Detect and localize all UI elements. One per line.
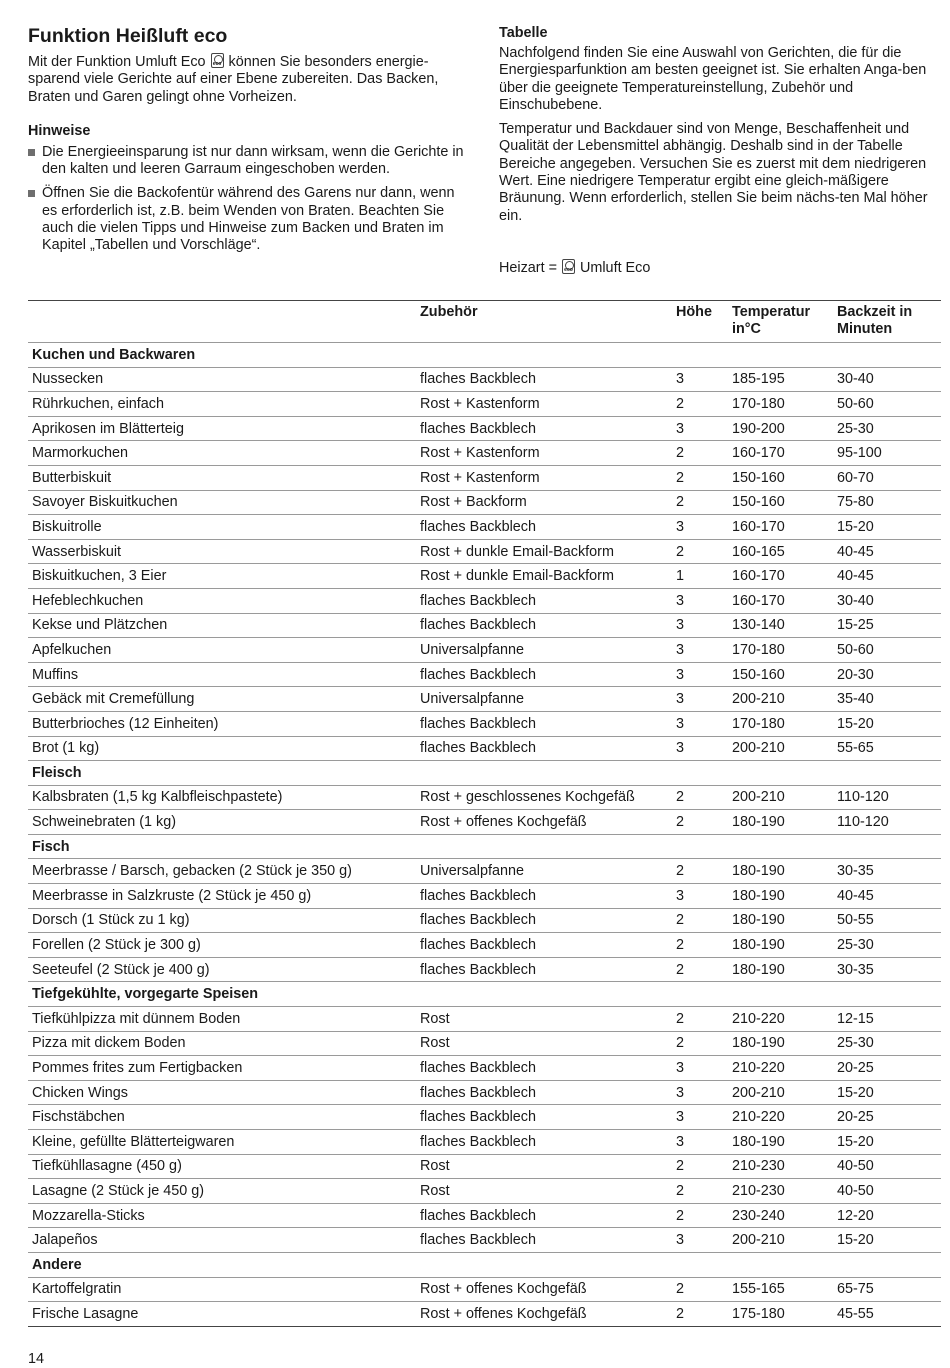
note-item: [28, 185, 470, 254]
dish-cell: Frische Lasagne: [28, 1302, 416, 1327]
dish-cell: Nussecken: [28, 367, 416, 392]
level-cell: 2: [672, 1179, 728, 1204]
temperature-cell: 200-210: [728, 1228, 833, 1253]
eco-icon: [211, 53, 224, 68]
dish-cell: Biskuitrolle: [28, 515, 416, 540]
level-cell: 3: [672, 711, 728, 736]
temperature-cell: 185-195: [728, 367, 833, 392]
accessory-cell: flaches Backblech: [416, 1080, 672, 1105]
accessory-cell: flaches Backblech: [416, 613, 672, 638]
table-row: [28, 539, 941, 564]
table-row: [28, 416, 941, 441]
time-cell: 55-65: [833, 736, 941, 761]
intro-text-before: Mit der Funktion Umluft Eco: [28, 54, 206, 70]
table-row: [28, 785, 941, 810]
time-cell: 60-70: [833, 465, 941, 490]
table-row: [28, 638, 941, 663]
dish-cell: Gebäck mit Cremefüllung: [28, 687, 416, 712]
note-item: [28, 144, 470, 179]
note-text: Öffnen Sie die Backofentür während des Garens nur dann, wenn es erforderlich ist, z.B. beim Wenden von Braten. Beachten Sie auch die vielen Tipps und Hinweise zum Backen und Braten im Kapitel „Tabellen und Vorschläge“.: [42, 185, 455, 254]
header-accessory: Zubehör: [416, 301, 672, 343]
level-cell: 3: [672, 662, 728, 687]
time-cell: 50-55: [833, 908, 941, 933]
time-cell: 12-20: [833, 1203, 941, 1228]
accessory-cell: flaches Backblech: [416, 1228, 672, 1253]
dish-cell: Schweinebraten (1 kg): [28, 810, 416, 835]
dish-cell: Apfelkuchen: [28, 638, 416, 663]
temperature-cell: 210-230: [728, 1179, 833, 1204]
heating-mode-value: Umluft Eco: [579, 260, 651, 276]
accessory-cell: Rost: [416, 1154, 672, 1179]
dish-cell: Pommes frites zum Fertigbacken: [28, 1056, 416, 1081]
time-cell: 20-25: [833, 1056, 941, 1081]
table-row: [28, 711, 941, 736]
temperature-cell: 180-190: [728, 884, 833, 909]
table-note-paragraph: Temperatur und Backdauer sind von Menge, Beschaffenheit und Qualität der Lebensmittel abhängig. Deshalb sind in der Tabelle Bereiche angegeben. Versuchen Sie es zuerst mit dem niedrigeren Wert. Eine niedrigere Temperatur ergibt eine gleich-mäßigere Bräunung. Wenn erforderlich, stellen Sie beim nächs-ten Mal höher ein.: [499, 121, 928, 224]
accessory-cell: Rost + dunkle Email-Backform: [416, 539, 672, 564]
temperature-cell: 210-230: [728, 1154, 833, 1179]
level-cell: 3: [672, 1228, 728, 1253]
temperature-cell: 180-190: [728, 933, 833, 958]
square-bullet-icon: [28, 149, 35, 156]
table-section-heading: Tabelle: [499, 25, 548, 41]
heating-mode-label: Heizart =: [499, 260, 557, 276]
table-row: [28, 859, 941, 884]
time-cell: 65-75: [833, 1277, 941, 1302]
right-column: [499, 24, 943, 225]
time-cell: 15-20: [833, 1130, 941, 1155]
level-cell: 2: [672, 1154, 728, 1179]
dish-cell: Kleine, gefüllte Blätterteigwaren: [28, 1130, 416, 1155]
temperature-cell: 180-190: [728, 1130, 833, 1155]
level-cell: 3: [672, 416, 728, 441]
level-cell: 2: [672, 539, 728, 564]
time-cell: 20-25: [833, 1105, 941, 1130]
dish-cell: Fischstäbchen: [28, 1105, 416, 1130]
category-row: [28, 761, 941, 786]
table-row: [28, 490, 941, 515]
category-label: Kuchen und Backwaren: [28, 343, 941, 368]
table-row: [28, 1179, 941, 1204]
time-cell: 95-100: [833, 441, 941, 466]
temperature-cell: 180-190: [728, 859, 833, 884]
time-cell: 25-30: [833, 933, 941, 958]
time-cell: 25-30: [833, 1031, 941, 1056]
accessory-cell: Rost: [416, 1179, 672, 1204]
level-cell: 2: [672, 957, 728, 982]
dish-cell: Kartoffelgratin: [28, 1277, 416, 1302]
table-row: [28, 613, 941, 638]
eco-icon: [562, 259, 575, 274]
dish-cell: Wasserbiskuit: [28, 539, 416, 564]
level-cell: 2: [672, 1302, 728, 1327]
level-cell: 2: [672, 810, 728, 835]
accessory-cell: flaches Backblech: [416, 884, 672, 909]
temperature-cell: 180-190: [728, 908, 833, 933]
level-cell: 3: [672, 1056, 728, 1081]
level-cell: 2: [672, 908, 728, 933]
table-intro-paragraph: Nachfolgend finden Sie eine Auswahl von Gerichten, die für die Energiesparfunktion am besten geeignet ist. Sie erhalten Anga-ben über die geeignete Temperatureinstellung, Zubehör und Einschubebene.: [499, 45, 927, 113]
temperature-cell: 180-190: [728, 1031, 833, 1056]
square-bullet-icon: [28, 190, 35, 197]
accessory-cell: Rost + geschlossenes Kochgefäß: [416, 785, 672, 810]
dish-cell: Butterbiskuit: [28, 465, 416, 490]
header-temperature: Temperatur in°C: [728, 301, 833, 343]
time-cell: 40-45: [833, 564, 941, 589]
table-body: [28, 343, 941, 1327]
temperature-cell: 180-190: [728, 810, 833, 835]
category-row: [28, 343, 941, 368]
accessory-cell: flaches Backblech: [416, 957, 672, 982]
time-cell: 15-20: [833, 1080, 941, 1105]
dish-cell: Hefeblechkuchen: [28, 588, 416, 613]
level-cell: 2: [672, 1031, 728, 1056]
accessory-cell: flaches Backblech: [416, 588, 672, 613]
temperature-cell: 160-170: [728, 441, 833, 466]
level-cell: 1: [672, 564, 728, 589]
dish-cell: Rührkuchen, einfach: [28, 392, 416, 417]
level-cell: 2: [672, 465, 728, 490]
time-cell: 30-40: [833, 367, 941, 392]
table-row: [28, 441, 941, 466]
accessory-cell: Universalpfanne: [416, 687, 672, 712]
table-row: [28, 515, 941, 540]
temperature-cell: 230-240: [728, 1203, 833, 1228]
accessory-cell: Rost + offenes Kochgefäß: [416, 810, 672, 835]
accessory-cell: Rost + Kastenform: [416, 392, 672, 417]
accessory-cell: flaches Backblech: [416, 736, 672, 761]
time-cell: 30-35: [833, 859, 941, 884]
dish-cell: Butterbrioches (12 Einheiten): [28, 711, 416, 736]
accessory-cell: Rost + dunkle Email-Backform: [416, 564, 672, 589]
category-label: Tiefgekühlte, vorgegarte Speisen: [28, 982, 941, 1007]
accessory-cell: Rost: [416, 1007, 672, 1032]
intro-paragraph: [28, 53, 470, 106]
time-cell: 50-60: [833, 638, 941, 663]
category-row: [28, 1252, 941, 1277]
level-cell: 3: [672, 1080, 728, 1105]
temperature-cell: 160-165: [728, 539, 833, 564]
dish-cell: Meerbrasse in Salzkruste (2 Stück je 450 g): [28, 884, 416, 909]
time-cell: 40-50: [833, 1179, 941, 1204]
temperature-cell: 175-180: [728, 1302, 833, 1327]
dish-cell: Aprikosen im Blätterteig: [28, 416, 416, 441]
time-cell: 15-20: [833, 1228, 941, 1253]
accessory-cell: flaches Backblech: [416, 1203, 672, 1228]
level-cell: 3: [672, 515, 728, 540]
accessory-cell: flaches Backblech: [416, 933, 672, 958]
category-label: Fisch: [28, 834, 941, 859]
table-row: [28, 1203, 941, 1228]
level-cell: 2: [672, 1203, 728, 1228]
time-cell: 15-20: [833, 711, 941, 736]
accessory-cell: flaches Backblech: [416, 416, 672, 441]
table-row: [28, 933, 941, 958]
header-level: Höhe: [672, 301, 728, 343]
level-cell: 3: [672, 687, 728, 712]
accessory-cell: Universalpfanne: [416, 638, 672, 663]
time-cell: 35-40: [833, 687, 941, 712]
accessory-cell: Rost + offenes Kochgefäß: [416, 1277, 672, 1302]
header-dish: [28, 301, 416, 343]
notes-list: [28, 144, 470, 255]
dish-cell: Biskuitkuchen, 3 Eier: [28, 564, 416, 589]
cooking-table: [28, 300, 941, 1327]
intro-text-after: können Sie besonders energie-sparend viele Gerichte auf einer Ebene zubereiten. Das Backen, Braten und Garen gelingt ohne Vorheizen.: [28, 54, 439, 105]
accessory-cell: flaches Backblech: [416, 1056, 672, 1081]
time-cell: 110-120: [833, 810, 941, 835]
temperature-cell: 150-160: [728, 490, 833, 515]
accessory-cell: Rost + Kastenform: [416, 465, 672, 490]
temperature-cell: 155-165: [728, 1277, 833, 1302]
heating-mode-line: [499, 259, 650, 277]
time-cell: 50-60: [833, 392, 941, 417]
temperature-cell: 210-220: [728, 1056, 833, 1081]
dish-cell: Seeteufel (2 Stück je 400 g): [28, 957, 416, 982]
category-row: [28, 982, 941, 1007]
level-cell: 2: [672, 933, 728, 958]
level-cell: 2: [672, 1007, 728, 1032]
time-cell: 110-120: [833, 785, 941, 810]
temperature-cell: 200-210: [728, 736, 833, 761]
dish-cell: Muffins: [28, 662, 416, 687]
dish-cell: Kalbsbraten (1,5 kg Kalbfleischpastete): [28, 785, 416, 810]
time-cell: 40-45: [833, 539, 941, 564]
category-row: [28, 834, 941, 859]
accessory-cell: Rost + Kastenform: [416, 441, 672, 466]
dish-cell: Jalapeños: [28, 1228, 416, 1253]
accessory-cell: flaches Backblech: [416, 711, 672, 736]
level-cell: 3: [672, 367, 728, 392]
table-row: [28, 1031, 941, 1056]
category-label: Andere: [28, 1252, 941, 1277]
time-cell: 15-20: [833, 515, 941, 540]
level-cell: 3: [672, 638, 728, 663]
accessory-cell: flaches Backblech: [416, 367, 672, 392]
temperature-cell: 200-210: [728, 687, 833, 712]
accessory-cell: Rost: [416, 1031, 672, 1056]
temperature-cell: 210-220: [728, 1105, 833, 1130]
table-row: [28, 465, 941, 490]
table-row: [28, 1302, 941, 1327]
time-cell: 15-25: [833, 613, 941, 638]
time-cell: 30-35: [833, 957, 941, 982]
temperature-cell: 150-160: [728, 662, 833, 687]
table-row: [28, 662, 941, 687]
table-row: [28, 957, 941, 982]
dish-cell: Brot (1 kg): [28, 736, 416, 761]
time-cell: 25-30: [833, 416, 941, 441]
temperature-cell: 180-190: [728, 957, 833, 982]
temperature-cell: 200-210: [728, 785, 833, 810]
notes-heading: Hinweise: [28, 122, 91, 139]
accessory-cell: flaches Backblech: [416, 662, 672, 687]
table-row: [28, 392, 941, 417]
temperature-cell: 210-220: [728, 1007, 833, 1032]
dish-cell: Tiefkühlpizza mit dünnem Boden: [28, 1007, 416, 1032]
level-cell: 3: [672, 884, 728, 909]
category-label: Fleisch: [28, 761, 941, 786]
time-cell: 75-80: [833, 490, 941, 515]
table-row: [28, 810, 941, 835]
time-cell: 12-15: [833, 1007, 941, 1032]
table-row: [28, 1154, 941, 1179]
dish-cell: Mozzarella-Sticks: [28, 1203, 416, 1228]
note-text: Die Energieeinsparung ist nur dann wirksam, wenn die Gerichte in den kalten und leeren Garraum eingeschoben werden.: [42, 143, 464, 178]
time-cell: 40-45: [833, 884, 941, 909]
table-row: [28, 1056, 941, 1081]
temperature-cell: 160-170: [728, 515, 833, 540]
level-cell: 3: [672, 736, 728, 761]
table-row: [28, 588, 941, 613]
temperature-cell: 200-210: [728, 1080, 833, 1105]
table-row: [28, 367, 941, 392]
temperature-cell: 160-170: [728, 564, 833, 589]
table-row: [28, 1105, 941, 1130]
temperature-cell: 150-160: [728, 465, 833, 490]
accessory-cell: flaches Backblech: [416, 515, 672, 540]
level-cell: 2: [672, 785, 728, 810]
time-cell: 20-30: [833, 662, 941, 687]
level-cell: 2: [672, 859, 728, 884]
temperature-cell: 160-170: [728, 588, 833, 613]
table-row: [28, 1130, 941, 1155]
page-title: Funktion Heißluft eco: [28, 25, 228, 47]
table-row: [28, 1277, 941, 1302]
level-cell: 2: [672, 490, 728, 515]
dish-cell: Kekse und Plätzchen: [28, 613, 416, 638]
level-cell: 2: [672, 441, 728, 466]
table-row: [28, 884, 941, 909]
table-row: [28, 1228, 941, 1253]
table-row: [28, 1080, 941, 1105]
accessory-cell: flaches Backblech: [416, 908, 672, 933]
time-cell: 45-55: [833, 1302, 941, 1327]
level-cell: 3: [672, 1105, 728, 1130]
header-time: Backzeit in Minuten: [833, 301, 941, 343]
time-cell: 40-50: [833, 1154, 941, 1179]
dish-cell: Forellen (2 Stück je 300 g): [28, 933, 416, 958]
dish-cell: Chicken Wings: [28, 1080, 416, 1105]
dish-cell: Marmorkuchen: [28, 441, 416, 466]
level-cell: 2: [672, 392, 728, 417]
left-column: [28, 24, 470, 262]
table-row: [28, 687, 941, 712]
table-row: [28, 736, 941, 761]
level-cell: 2: [672, 1277, 728, 1302]
dish-cell: Savoyer Biskuitkuchen: [28, 490, 416, 515]
temperature-cell: 130-140: [728, 613, 833, 638]
accessory-cell: flaches Backblech: [416, 1130, 672, 1155]
level-cell: 3: [672, 1130, 728, 1155]
dish-cell: Tiefkühllasagne (450 g): [28, 1154, 416, 1179]
dish-cell: Pizza mit dickem Boden: [28, 1031, 416, 1056]
page-number: 14: [28, 1351, 45, 1367]
dish-cell: Meerbrasse / Barsch, gebacken (2 Stück je 350 g): [28, 859, 416, 884]
table-row: [28, 908, 941, 933]
accessory-cell: Rost + offenes Kochgefäß: [416, 1302, 672, 1327]
accessory-cell: Universalpfanne: [416, 859, 672, 884]
level-cell: 3: [672, 613, 728, 638]
level-cell: 3: [672, 588, 728, 613]
dish-cell: Lasagne (2 Stück je 450 g): [28, 1179, 416, 1204]
accessory-cell: Rost + Backform: [416, 490, 672, 515]
time-cell: 30-40: [833, 588, 941, 613]
temperature-cell: 190-200: [728, 416, 833, 441]
accessory-cell: flaches Backblech: [416, 1105, 672, 1130]
table-row: [28, 564, 941, 589]
table-header-row: [28, 301, 941, 343]
table-row: [28, 1007, 941, 1032]
temperature-cell: 170-180: [728, 711, 833, 736]
temperature-cell: 170-180: [728, 638, 833, 663]
temperature-cell: 170-180: [728, 392, 833, 417]
dish-cell: Dorsch (1 Stück zu 1 kg): [28, 908, 416, 933]
